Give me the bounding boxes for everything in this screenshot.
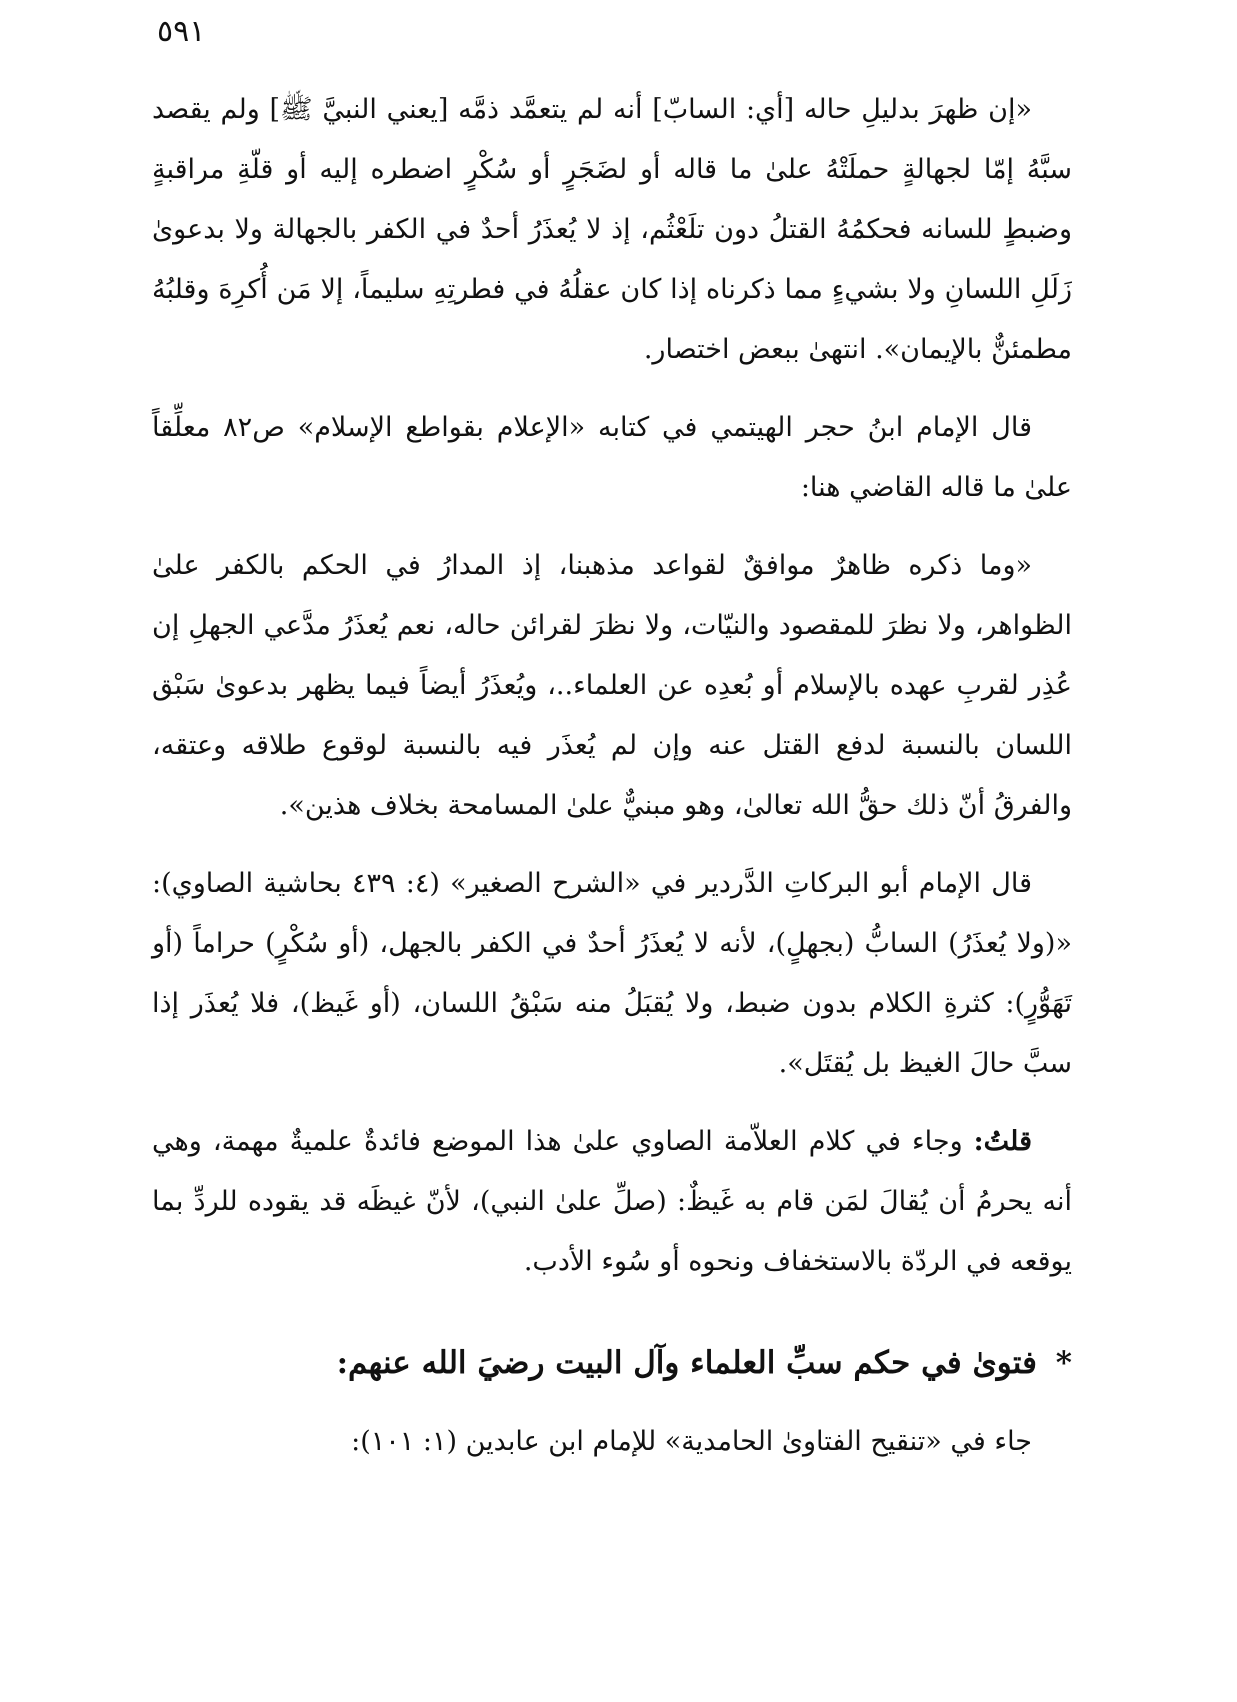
paragraph-ibn-hajar-intro: قال الإمام ابنُ حجر الهيتمي في كتابه «الإعلام بقواطع الإسلام» ص٨٢ معلِّقاً علىٰ ما قاله القاضي هنا: <box>152 412 1072 503</box>
section-heading <box>152 1332 1072 1394</box>
paragraph-author-note <box>152 1112 1072 1292</box>
paragraph-hamidiya-intro: جاء في «تنقيح الفتاوىٰ الحامدية» للإمام ابن عابدين (١: ١٠١): <box>351 1426 1032 1457</box>
paragraph-quote-qadi: «إن ظهرَ بدليلِ حاله [أي: السابّ] أنه لم يتعمَّد ذمَّه [يعني النبيَّ ﷺ] ولم يقصد سبَّهُ إمّا لجهالةٍ حملَتْهُ علىٰ ما قاله أو لضَجَرٍ أو سُكْرٍ اضطره إليه أو قلّةِ مراقبةٍ وضبطٍ للسانه فحكمُهُ القتلُ دون تلَعْثُم، إذ لا يُعذَرُ أحدٌ في الكفر بالجهالة ولا بدعوىٰ زَلَلِ اللسانِ ولا بشيءٍ مما ذكرناه إذا كان عقلُهُ في فطرتِهِ سليماً، إلا مَن أُكرِهَ وقلبُهُ مطمئنٌّ بالإيمان». انتهىٰ ببعض اختصار. <box>152 94 1072 365</box>
page-body <box>152 80 1072 1499</box>
page-number: ٥٩١ <box>157 14 206 49</box>
paragraph-lead-word: قلتُ: <box>973 1126 1032 1157</box>
star-bullet-icon: * <box>1055 1345 1072 1381</box>
paragraph-ibn-hajar-quote: «وما ذكره ظاهرٌ موافقٌ لقواعد مذهبنا، إذ المدارُ في الحكم بالكفر علىٰ الظواهر، ولا نظرَ للمقصود والنيّات، ولا نظرَ لقرائن حاله، نعم يُعذَرُ مدَّعي الجهلِ إن عُذِر لقربِ عهده بالإسلام أو بُعدِه عن العلماء..، ويُعذَرُ أيضاً فيما يظهر بدعوىٰ سَبْق اللسان بالنسبة لدفع القتل عنه وإن لم يُعذَر فيه بالنسبة لوقوع طلاقه وعتقه، والفرقُ أنّ ذلك حقُّ الله تعالىٰ، وهو مبنيٌّ علىٰ المسامحة بخلاف هذين». <box>152 550 1072 821</box>
paragraph-note-text: وجاء في كلام العلاّمة الصاوي علىٰ هذا الموضع فائدةٌ علميةٌ مهمة، وهي أنه يحرمُ أن يُقالَ لمَن قام به غَيظٌ: (صلِّ علىٰ النبي)، لأنّ غيظَه قد يقوده للردِّ بما يوقعه في الردّة بالاستخفاف ونحوه أو سُوء الأدب. <box>152 1126 1072 1277</box>
section-heading-text: فتوىٰ في حكم سبِّ العلماء وآل البيت رضيَ الله عنهم: <box>336 1345 1037 1381</box>
paragraph-dardir-quote: قال الإمام أبو البركاتِ الدَّردير في «الشرح الصغير» (٤: ٤٣٩ بحاشية الصاوي): «(ولا يُعذَرُ) السابُّ (بجهلٍ)، لأنه لا يُعذَرُ أحدٌ في الكفر بالجهل، (أو سُكْرٍ) حراماً (أو تَهَوُّرٍ): كثرةِ الكلام بدون ضبط، ولا يُقبَلُ منه سَبْقُ اللسان، (أو غَيظ)، فلا يُعذَر إذا سبَّ حالَ الغيظ بل يُقتَل». <box>152 868 1072 1079</box>
